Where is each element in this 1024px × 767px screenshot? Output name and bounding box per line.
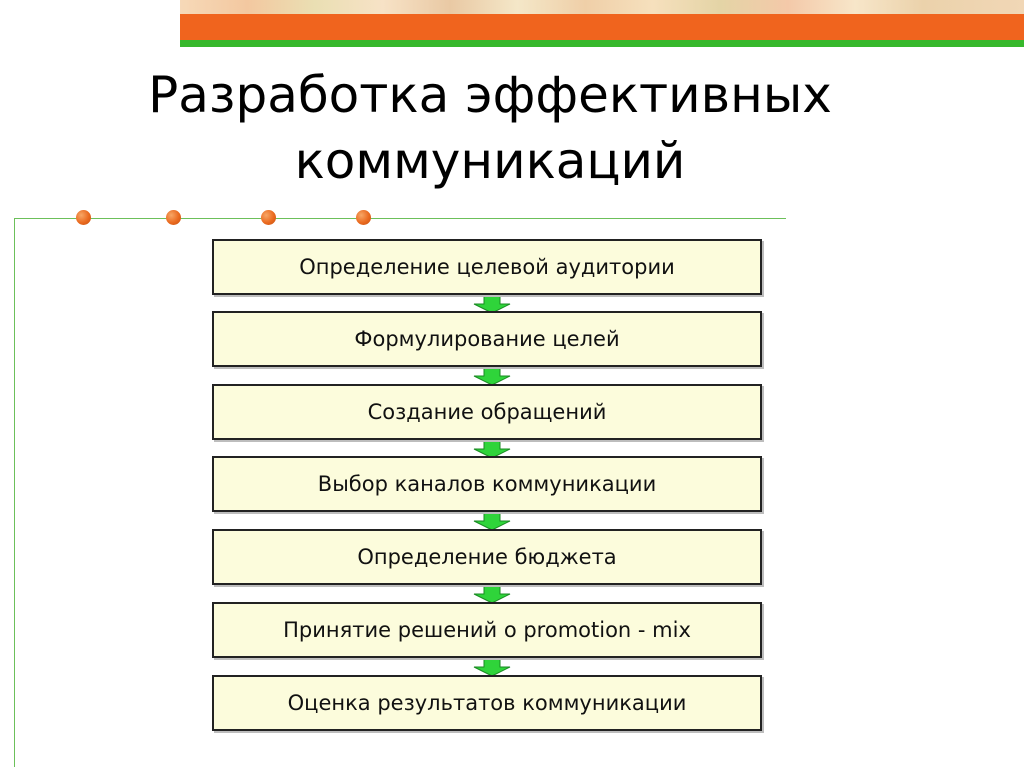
- decorative-vertical-line: [14, 218, 15, 767]
- step-box-messages: Создание обращений: [212, 384, 762, 440]
- title-line-2: коммуникаций: [294, 132, 686, 190]
- step-box-target-audience: Определение целевой аудитории: [212, 239, 762, 295]
- orange-accent-bar: [180, 14, 1024, 40]
- decorative-dot: [76, 210, 91, 225]
- decorative-dot: [261, 210, 276, 225]
- decorative-dot: [166, 210, 181, 225]
- down-arrow-icon: [472, 658, 512, 676]
- down-arrow-icon: [472, 512, 512, 530]
- step-box-channels: Выбор каналов коммуникации: [212, 456, 762, 512]
- title-line-1: Разработка эффективных: [148, 66, 832, 124]
- step-box-promotion-mix: Принятие решений о promotion - mix: [212, 602, 762, 658]
- step-box-goals: Формулирование целей: [212, 311, 762, 367]
- decorative-banner: [180, 0, 1024, 14]
- step-box-evaluation: Оценка результатов коммуникации: [212, 675, 762, 731]
- down-arrow-icon: [472, 367, 512, 385]
- step-box-budget: Определение бюджета: [212, 529, 762, 585]
- green-accent-bar: [180, 40, 1024, 47]
- slide-title: [100, 62, 880, 194]
- decorative-dot: [356, 210, 371, 225]
- down-arrow-icon: [472, 585, 512, 603]
- decorative-horizontal-line: [14, 218, 786, 219]
